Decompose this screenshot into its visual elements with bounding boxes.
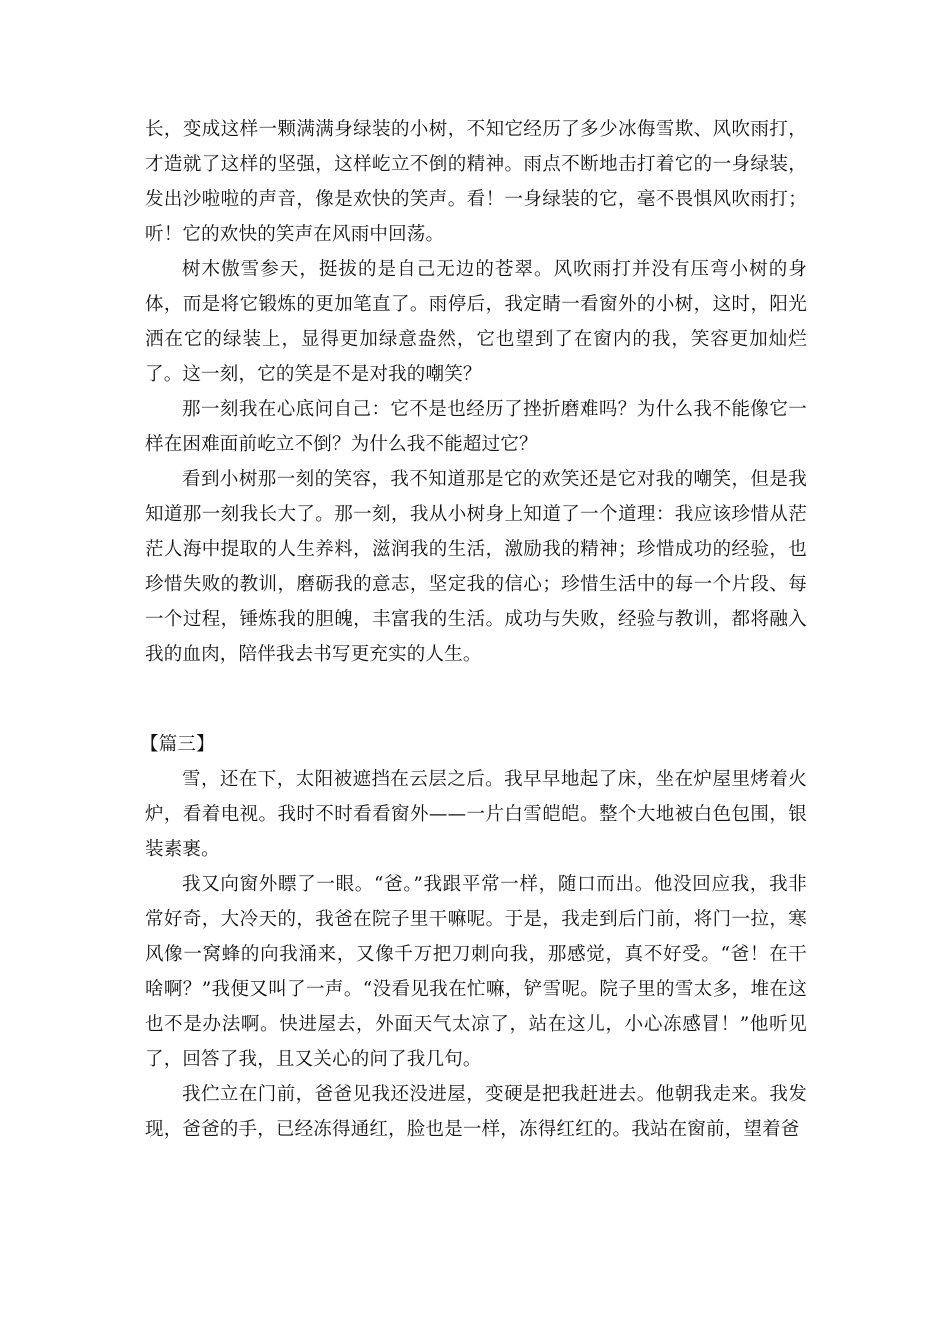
paragraph: 我又向窗外瞟了一眼。“爸。”我跟平常一样，随口而出。他没回应我，我非常好奇，大冷天的，我爸在院子里干嘛呢。于是，我走到后门前，将门一拉，寒风像一窝蜂的向我涌来，又像千万把刀刺向我，那感觉，真不好受。“爸！在干啥啊？”我便又叫了一声。“没看见我在忙嘛，铲雪呢。院子里的雪太多，堆在这也不是办法啊。快进屋去，外面天气太凉了，站在这儿，小心冻感冒！”他听见了，回答了我，且又关心的问了我几句。	[145, 874, 807, 1070]
paragraph: 长，变成这样一颗满满身绿装的小树，不知它经历了多少冰侮雪欺、风吹雨打，才造就了这样的坚强，这样屹立不倒的精神。雨点不断地击打着它的一身绿装，发出沙啦啦的声音，像是欢快的笑声。看！一身绿装的它，毫不畏惧风吹雨打；听！它的欢快的笑声在风雨中回荡。	[145, 119, 807, 245]
section-spacer	[145, 672, 807, 727]
paragraph: 雪，还在下，太阳被遮挡在云层之后。我早早地起了床，坐在炉屋里烤着火炉，看着电视。我时不时看看窗外——一片白雪皑皑。整个大地被白色包围，银装素裹。	[145, 769, 807, 860]
document-body	[140, 112, 807, 1147]
section-title: 【篇三】	[140, 734, 215, 755]
paragraph: 看到小树那一刻的笑容，我不知道那是它的欢笑还是它对我的嘲笑，但是我知道那一刻我长大了。那一刻，我从小树身上知道了一个道理：我应该珍惜从茫茫人海中提取的人生养料，滋润我的生活，激励我的精神；珍惜成功的经验，也珍惜失败的教训，磨砺我的意志，坚定我的信心；珍惜生活中的每一个片段、每一个过程，锤炼我的胆魄，丰富我的生活。成功与失败，经验与教训，都将融入我的血肉，陪伴我去书写更充实的人生。	[145, 469, 807, 665]
paragraph: 树木傲雪参天，挺拔的是自己无边的苍翠。风吹雨打并没有压弯小树的身体，而是将它锻炼的更加笔直了。雨停后，我定睛一看窗外的小树，这时，阳光洒在它的绿装上，显得更加绿意盎然，它也望到了在窗内的我，笑容更加灿烂了。这一刻，它的笑是不是对我的嘲笑？	[145, 259, 807, 385]
paragraph: 那一刻我在心底问自己：它不是也经历了挫折磨难吗？为什么我不能像它一样在困难面前屹立不倒？为什么我不能超过它？	[145, 399, 807, 455]
paragraph: 我伫立在门前，爸爸见我还没进屋，变硬是把我赶进去。他朝我走来。我发现，爸爸的手，已经冻得通红，脸也是一样，冻得红红的。我站在窗前，望着爸	[145, 1084, 807, 1140]
